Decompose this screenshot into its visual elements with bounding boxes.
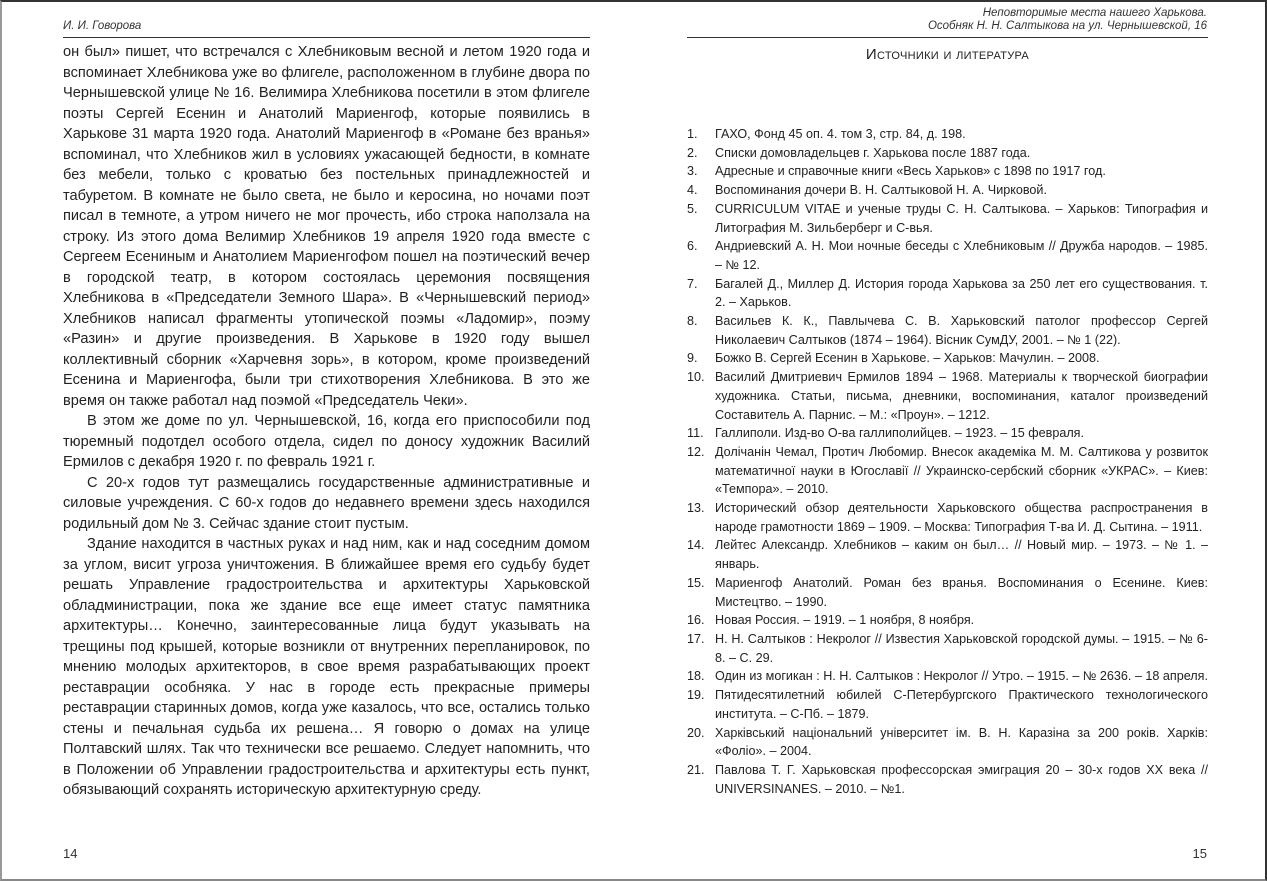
reference-text: CURRICULUM VITAE и ученые труды С. Н. Салтыкова. – Харьков: Типография и Литография М. Зильберберг и С-вья. xyxy=(715,201,1208,235)
reference-number: 3. xyxy=(687,164,698,179)
reference-item xyxy=(687,630,1208,667)
reference-number: 21. xyxy=(687,762,705,777)
reference-item xyxy=(687,349,1208,368)
reference-number: 14. xyxy=(687,538,705,553)
reference-number: 9. xyxy=(687,351,698,366)
reference-item xyxy=(687,667,1208,686)
reference-item xyxy=(687,424,1208,443)
paragraph: В этом же доме по ул. Чернышевской, 16, когда его приспособили под тюремный подотдел особого отдела, сидел по доносу художник Василий Ермилов с декабря 1920 г. по февраль 1921 г. xyxy=(63,413,590,470)
running-head-title xyxy=(928,7,1207,33)
reference-text: Харківський національний університет ім. В. Н. Каразіна за 200 років. Харків: «Фоліо». – 2004. xyxy=(715,725,1208,759)
paragraph: Здание находится в частных руках и над ним, как и над соседним домом за углом, висит угроза уничтожения. В ближайшее время его судьбу будет решать Управление градостроительства и архитектуры Харьковской обладминистрации, пока же здание все еще имеет статус памятника архитектуры… Конечно, заинтересованные лица будут указывать на трещины под крышей, которые возникли от внутренних перепланировок, по мнению молодых архитекторов, в свое время разрабатывающих проект реставрации особняка. У нас в городе есть прекрасные примеры реставрации старинных домов, когда уже казалось, что все, остались только стены и печальная судьба их решена… Я говорю о домах на улице Полтавский шлях. Так что технически все решаемо. Следует напомнить, что в Положении об Управлении градостроительства и архитектуры есть пункт, обязывающий сохранять историческую архитектурную среду. xyxy=(63,536,590,798)
reference-item xyxy=(687,275,1208,312)
reference-text: Н. Н. Салтыков : Некролог // Известия Харьковской городской думы. – 1915. – № 6-8. – С. 29. xyxy=(715,631,1208,665)
reference-text: Мариенгоф Анатолий. Роман без вранья. Воспоминания о Есенине. Киев: Мистецтво. – 1990. xyxy=(715,575,1208,609)
reference-text: Новая Россия. – 1919. – 1 ноября, 8 ноября. xyxy=(715,613,975,628)
reference-item xyxy=(687,162,1208,181)
reference-item xyxy=(687,499,1208,536)
running-head-line: Особняк Н. Н. Салтыкова на ул. Чернышевской, 16 xyxy=(927,20,1207,32)
reference-text: Списки домовладельцев г. Харькова после 1887 года. xyxy=(715,145,1031,160)
reference-number: 8. xyxy=(687,314,698,329)
reference-number: 19. xyxy=(687,688,705,703)
paragraph: он был» пишет, что встречался с Хлебниковым весной и летом 1920 года и вспоминает Хлебникова уже во флигеле, расположенном в глубине двора по Чернышевской улице № 16. Велимира Хлебникова посетили в этом флигеле поэты Сергей Есенин и Анатолий Мариенгоф, которые появились в Харькове 31 марта 1920 года. Анатолий Мариенгоф в «Романе без вранья» вспоминал, что Хлебников жил в условиях ужасающей бедности, в комнате без мебели, только с кроватью без постельных принадлежностей и табуретом. В комнате не было света, не было и керосина, но ночами поэт писал в темноте, а утром ничего не мог прочесть, ибо строка наползала на строку. Из этого дома Велимир Хлебников 19 апреля 1920 года вместе с Сергеем Есениным и Анатолием Мариенгофом пошел на поэтический вечер в городской театр, в котором состоялась церемония посвящения Хлебникова в «Председатели Земного Шара». В «Чернышевский период» Хлебников написал фрагменты утопической поэмы «Ладомир», поэму «Разин» и другие произведения. В Харькове в 1920 году вышел коллективный сборник «Харчевня зорь», в котором, кроме произведений Есенина и Мариенгофа, были три стихотворения Хлебникова. В это же время он также работал над поэмой «Председатель Чеки». xyxy=(63,44,590,409)
reference-number: 5. xyxy=(687,201,698,216)
reference-number: 11. xyxy=(687,426,704,441)
reference-number: 16. xyxy=(687,613,705,628)
reference-number: 4. xyxy=(687,183,698,198)
reference-item xyxy=(687,574,1208,611)
reference-number: 12. xyxy=(687,444,705,459)
reference-text: Пятидесятилетний юбилей С-Петербургского Практического технологического института. – С-Пб. – 1879. xyxy=(715,688,1208,721)
reference-text: Один из могикан : Н. Н. Салтыков : Некролог // Утро. – 1915. – № 2636. – 18 апреля. xyxy=(715,669,1208,684)
reference-text: Адресные и справочные книги «Весь Харьков» с 1898 по 1917 год. xyxy=(715,164,1106,179)
reference-text: Андриевский А. Н. Мои ночные беседы с Хлебниковым // Дружба народов. – 1985. – № 12. xyxy=(715,239,1208,272)
reference-number: 6. xyxy=(687,239,698,254)
reference-number: 17. xyxy=(687,631,705,646)
reference-number: 20. xyxy=(687,725,705,740)
reference-text: ГАХО, Фонд 45 оп. 4. том 3, стр. 84, д. 198. xyxy=(715,127,966,141)
reference-item xyxy=(687,761,1208,798)
reference-item xyxy=(687,536,1208,573)
reference-item xyxy=(687,181,1208,200)
header-rule xyxy=(63,37,590,38)
reference-item xyxy=(687,686,1208,723)
reference-text: Багалей Д., Миллер Д. История города Харькова за 250 лет его существования. т. 2. – Харьков. xyxy=(715,276,1208,310)
reference-item xyxy=(687,368,1208,424)
running-head-author: И. И. Говорова xyxy=(63,20,142,32)
reference-number: 10. xyxy=(687,370,705,385)
reference-number: 2. xyxy=(687,145,698,160)
reference-item xyxy=(687,724,1208,761)
reference-number: 18. xyxy=(687,669,705,684)
reference-item xyxy=(687,312,1208,349)
header-rule xyxy=(687,37,1208,38)
reference-text: Галлиполи. Изд-во О-ва галлиполийцев. – 1923. – 15 февраля. xyxy=(715,426,1084,441)
reference-item xyxy=(687,611,1208,630)
reference-number: 15. xyxy=(687,575,705,590)
right-page xyxy=(636,2,1267,879)
paragraph: С 20-х годов тут размещались государственные административные и силовые учреждения. С 60-х годов до недавнего времени здесь находился родильный дом № 3. Сейчас здание стоит пустым. xyxy=(63,474,590,532)
page-number: 15 xyxy=(1192,846,1207,861)
reference-text: Воспоминания дочери В. Н. Салтыковой Н. А. Чирковой. xyxy=(715,183,1047,198)
running-head-line: Неповторимые места нашего Харькова. xyxy=(982,7,1207,19)
reference-item xyxy=(687,443,1208,499)
reference-text: Васильев К. К., Павлычева С. В. Харьковский патолог профессор Сергей Николаевич Салтыков (1874 – 1964). Вісник СумДУ, 2001. – № 1 (22). xyxy=(715,314,1208,347)
section-title: Источники и литература xyxy=(865,46,1030,63)
reference-text: Исторический обзор деятельности Харьковского общества распространения в народе грамотности 1869 – 1909. – Москва: Типография Т-ва И. Д. Сытина. – 1911. xyxy=(715,501,1208,534)
reference-number: 13. xyxy=(687,501,705,516)
article-body xyxy=(63,42,590,801)
page-number: 14 xyxy=(63,846,78,861)
reference-text: Павлова Т. Г. Харьковская профессорская эмиграция 20 – 30-х годов XX века // UNIVERSINANES. – 2010. – №1. xyxy=(715,762,1208,796)
reference-text: Божко В. Сергей Есенин в Харькове. – Харьков: Мачулин. – 2008. xyxy=(715,351,1100,366)
left-page xyxy=(2,2,636,879)
reference-item xyxy=(687,125,1208,144)
reference-item xyxy=(687,144,1208,163)
reference-item xyxy=(687,237,1208,274)
reference-text: Долічанін Чемал, Протич Любомир. Внесок академіка М. М. Салтикова у розвиток математичної науки в Югославії // Украинско-сербский сборник «УКРАС». – Киев: «Темпора». – 2010. xyxy=(715,444,1208,497)
reference-number: 1. xyxy=(687,127,698,141)
reference-text: Василий Дмитриевич Ермилов 1894 – 1968. Материалы к творческой биографии художника. Статьи, письма, дневники, воспоминания, каталог произведений Составитель А. Парнис. – М.: «Проун». – 1212. xyxy=(715,370,1208,422)
reference-text: Лейтес Александр. Хлебников – каким он был… // Новый мир. – 1973. – № 1. – январь. xyxy=(715,538,1208,572)
reference-number: 7. xyxy=(687,276,698,291)
reference-item xyxy=(687,200,1208,237)
references-list xyxy=(687,125,1208,798)
